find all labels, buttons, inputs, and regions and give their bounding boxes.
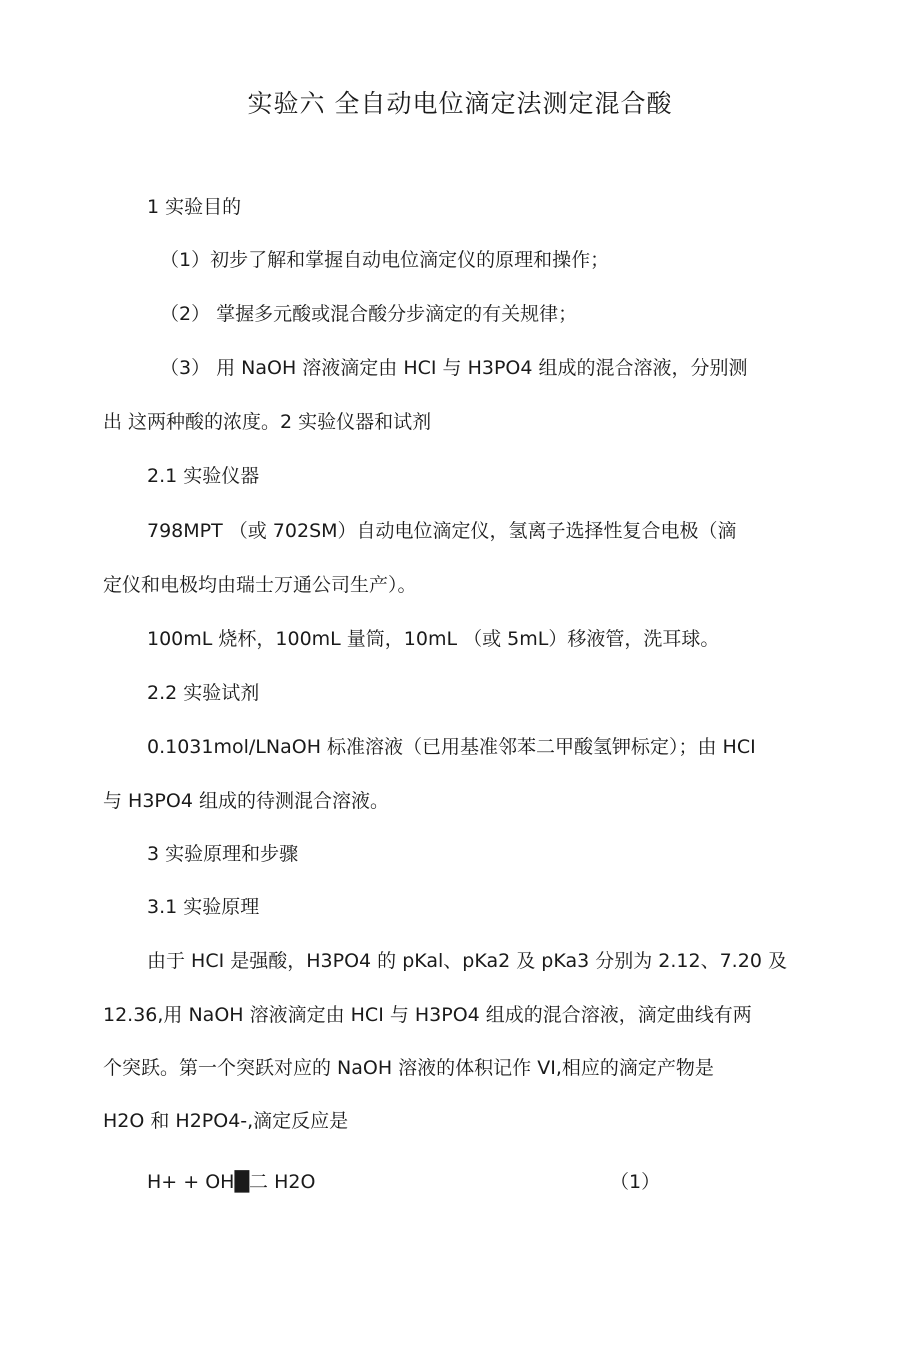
subsection-heading: 3.1 实验原理: [147, 896, 260, 918]
section-heading: 3 实验原理和步骤: [147, 843, 299, 865]
text-line: H2O 和 H2PO4-,滴定反应是: [103, 1110, 349, 1132]
objective-item: （2） 掌握多元酸或混合酸分步滴定的有关规律；: [160, 303, 578, 325]
objective-item: （3） 用 NaOH 溶液滴定由 HCI 与 H3PO4 组成的混合溶液，分别测: [160, 357, 748, 379]
text-line: 798MPT （或 702SM）自动电位滴定仪，氢离子选择性复合电极（滴: [147, 520, 737, 542]
objective-item: （1）初步了解和掌握自动电位滴定仪的原理和操作；: [160, 249, 610, 271]
text-line: 个突跃。第一个突跃对应的 NaOH 溶液的体积记作 VI,相应的滴定产物是: [103, 1057, 714, 1079]
text-line: 0.1031mol/LNaOH 标准溶液（已用基准邻苯二甲酸氢钾标定）；由 HCI: [147, 736, 756, 758]
text-line: 出 这两种酸的浓度。2 实验仪器和试剂: [103, 411, 432, 433]
equation: H+ + OH█二 H2O: [147, 1171, 316, 1193]
text-line: 100mL 烧杯，100mL 量筒，10mL （或 5mL）移液管，洗耳球。: [147, 628, 720, 650]
subsection-heading: 2.1 实验仪器: [147, 465, 260, 487]
section-heading: 1 实验目的: [147, 196, 242, 218]
page-title: 实验六 全自动电位滴定法测定混合酸: [247, 89, 673, 118]
text-line: 与 H3PO4 组成的待测混合溶液。: [103, 790, 389, 812]
equation-number: （1）: [610, 1171, 661, 1193]
subsection-heading: 2.2 实验试剂: [147, 682, 260, 704]
text-line: 由于 HCI 是强酸，H3PO4 的 pKal、pKa2 及 pKa3 分别为 2.12、7.20 及: [147, 950, 787, 972]
text-line: 12.36,用 NaOH 溶液滴定由 HCI 与 H3PO4 组成的混合溶液，滴定曲线有两: [103, 1004, 752, 1026]
text-line: 定仪和电极均由瑞士万通公司生产）。: [103, 574, 417, 596]
